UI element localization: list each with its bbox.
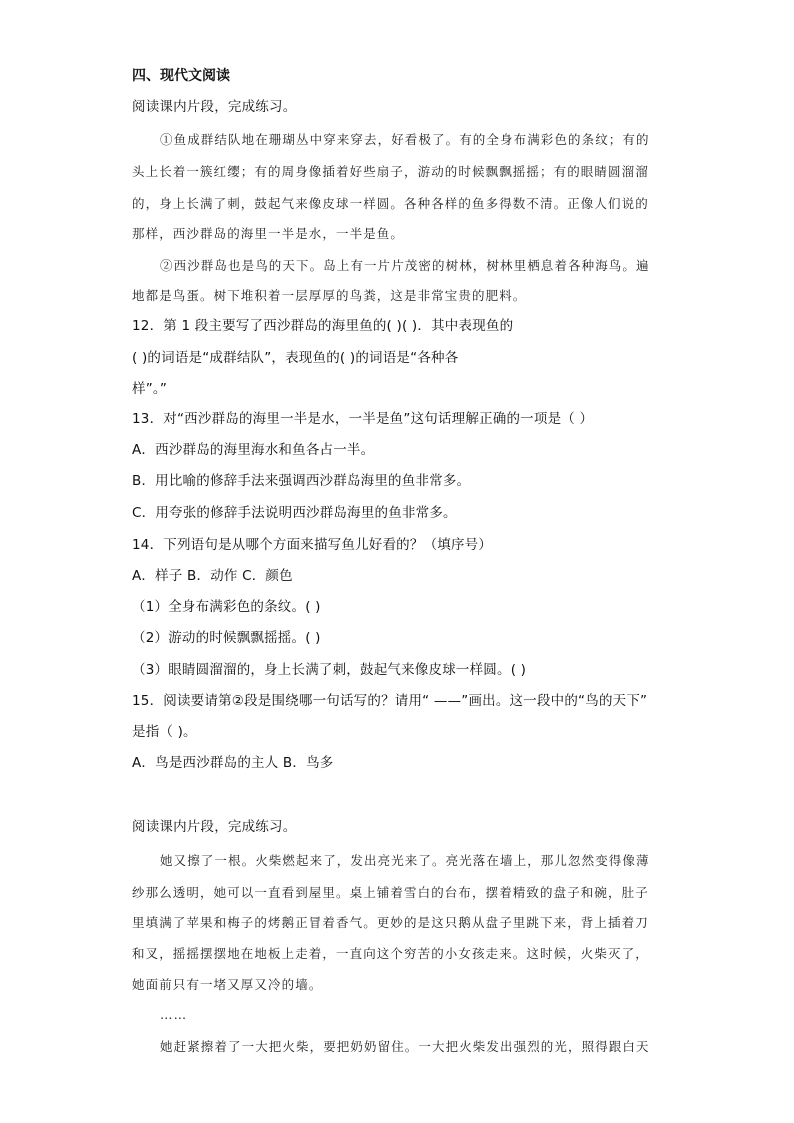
passage1-line: ②西沙群岛也是鸟的天下。岛上有一片片茂密的树林，树林里栖息着各种海鸟。遍 [160,258,650,273]
passage2-line: 纱那么透明，她可以一直看到屋里。桌上铺着雪白的台布，摆着精致的盘子和碗，肚子 [132,885,649,900]
question-14-choices: A．样子 B．动作 C．颜色 [132,568,293,584]
passage1-line: 的，身上长满了刺，鼓起气来像皮球一样圆。各种各样的鱼多得数不清。正像人们说的 [132,196,649,211]
question-12-line: ( )的词语是“成群结队”，表现鱼的( )的词语是“各种各 [132,350,459,366]
passage2-line: 她赶紧擦着了一大把火柴，要把奶奶留住。一大把火柴发出强烈的光，照得跟白天 [160,1039,650,1054]
passage1-line: ①鱼成群结队地在珊瑚丛中穿来穿去，好看极了。有的全身布满彩色的条纹；有的 [160,132,650,147]
ellipsis: …… [160,1007,188,1022]
passage1-line: 头上长着一簇红缨；有的周身像插着好些扇子，游动的时候飘飘摇摇；有的眼睛圆溜溜 [132,164,649,179]
instruction-1: 阅读课内片段，完成练习。 [132,99,297,115]
passage1-line: 那样，西沙群岛的海里一半是水，一半是鱼。 [132,226,405,241]
passage2-line: 她又擦了一根。火柴燃起来了，发出亮光来了。亮光落在墙上，那儿忽然变得像薄 [160,853,650,868]
option-b: B．用比喻的修辞手法来强调西沙群岛海里的鱼非常多。 [132,473,471,489]
question-15-line: 是指（ )。 [132,724,197,740]
passage2-line: 和叉，摇摇摆摆地在地板上走着，一直向这个穷苦的小女孩走来。这时候，火柴灭了， [132,946,649,961]
question-14: 14．下列语句是从哪个方面来描写鱼儿好看的？（填序号） [132,537,493,553]
question-14-item-1: （1）全身布满彩色的条纹。( ) [132,599,321,615]
option-a: A．西沙群岛的海里海水和鱼各占一半。 [132,442,375,458]
section-title: 四、现代文阅读 [132,68,230,84]
passage2-line: 她面前只有一堵又厚又冷的墙。 [132,977,323,992]
question-14-item-2: （2）游动的时候飘飘摇摇。( ) [132,630,321,646]
question-15-options: A．鸟是西沙群岛的主人 B．鸟多 [132,755,334,771]
question-14-item-3: （3）眼睛圆溜溜的，身上长满了刺，鼓起气来像皮球一样圆。( ) [132,662,527,678]
question-13: 13．对“西沙群岛的海里一半是水，一半是鱼”这句话理解正确的一项是（ ） [132,411,594,427]
question-15-line: 15．阅读要请第②段是围绕哪一句话写的？请用“ ——”画出。这一段中的“鸟的天下” [132,693,648,709]
passage1-line: 地都是鸟蛋。树下堆积着一层厚厚的鸟粪，这是非常宝贵的肥料。 [132,288,527,303]
question-12-line: 12．第 1 段主要写了西沙群岛的海里鱼的( )( )．其中表现鱼的 [132,318,514,334]
option-c: C．用夸张的修辞手法说明西沙群岛海里的鱼非常多。 [132,505,457,521]
passage2-line: 里填满了苹果和梅子的烤鹅正冒着香气。更妙的是这只鹅从盘子里跳下来，背上插着刀 [132,915,649,930]
instruction-2: 阅读课内片段，完成练习。 [132,819,297,835]
question-12-line: 样”。” [132,381,168,397]
